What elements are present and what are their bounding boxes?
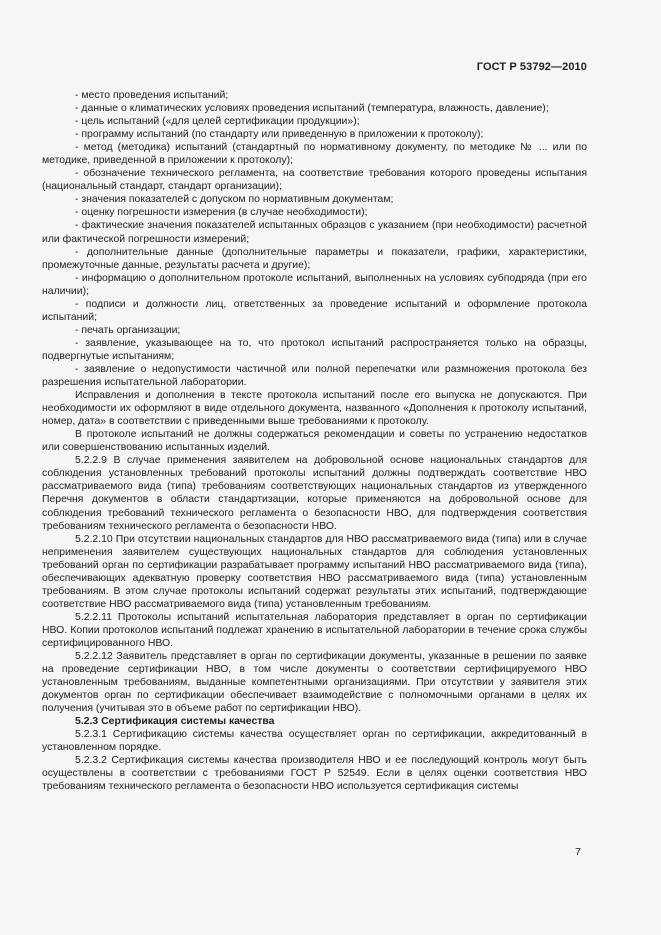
paragraph: 5.2.2.12 Заявитель представляет в орган по сертификации документы, указанные в решении по заявке на проведение сертификации НВО, в том числе документы о соответствии сертифицируемого НВО установленным требованиям, выданные компетентными организациями. При отсутствии у заявителя этих документов орган по сертификации обеспечивает взаимодействие с полномочными органами в целях их получения (учитывая это в объеме работ по сертификации НВО). bbox=[42, 651, 587, 715]
paragraph: - данные о климатических условиях проведения испытаний (температура, влажность, давление); bbox=[75, 103, 549, 115]
paragraph: - заявление, указывающее на то, что протокол испытаний распространяется только на образцы, подвергнутые испытаниям; bbox=[42, 337, 587, 362]
paragraph: 5.2.3.2 Сертификация системы качества производителя НВО и ее последующий контроль могут быть осуществлены в соответствии с требованиями ГОСТ Р 52549. Если в целях оценки соответствия НВО требованиям технического регламента о безопасности НВО используется сертификация системы bbox=[42, 755, 587, 793]
paragraph: - фактические значения показателей испытанных образцов с указанием (при необходимости) расчетной или фактической погрешности измерений; bbox=[42, 220, 587, 245]
paragraph: - оценку погрешности измерения (в случае необходимости); bbox=[75, 207, 368, 219]
paragraph: 5.2.2.10 При отсутствии национальных стандартов для НВО рассматриваемого вида (типа) или в случае неприменения заявителем существующих национальных стандартов для соблюдения установленных требований орган по сертификации разрабатывает программу испытаний НВО рассматриваемого вида (типа), обеспечивающих адекватную проверку соответствия НВО рассматриваемого вида (типа) установленным требованиям. В этом случае протоколы испытаний содержат результаты этих испытаний, подтверждающие соответствие НВО рассматриваемого вида (типа) установленным требованиям. bbox=[42, 533, 587, 610]
paragraph: - место проведения испытаний; bbox=[75, 90, 229, 101]
paragraph: 5.2.3.1 Сертификацию системы качества осуществляет орган по сертификации, аккредитованный в установленном порядке. bbox=[42, 729, 587, 754]
paragraph: Исправления и дополнения в тексте протокола испытаний после его выпуска не допускаются. При необходимости их оформляют в виде отдельного документа, названного «Дополнения к протоколу испытаний, номер, дата» в соответствии с приведенными выше требованиями к протоколу. bbox=[42, 390, 587, 428]
document-body bbox=[42, 89, 587, 794]
document-header: ГОСТ Р 53792—2010 bbox=[476, 61, 587, 73]
paragraph: 5.2.2.11 Протоколы испытаний испытательная лаборатория представляет в орган по сертификации НВО. Копии протоколов испытаний подлежат хранению в испытательной лаборатории в течение срока службы сертифицированного НВО. bbox=[42, 611, 587, 649]
section-heading: 5.2.3 Сертификация системы качества bbox=[75, 716, 275, 728]
paragraph: 5.2.2.9 В случае применения заявителем на добровольной основе национальных стандартов для соблюдения установленных требований протоколы испытаний должны подтверждать соответствие НВО рассматриваемого вида (типа) требованиям соответствующих национальных стандартов из утвержденного Перечня документов в области стандартизации, которые применяются на добровольной основе для соблюдения требований технического регламента о безопасности НВО, для подтверждения соответствия требованиям технического регламента о безопасности НВО. bbox=[42, 455, 587, 532]
paragraph: - подписи и должности лиц, ответственных за проведение испытаний и оформление протокола испытаний; bbox=[42, 298, 587, 323]
paragraph: - цель испытаний («для целей сертификации продукции»); bbox=[75, 116, 360, 128]
paragraph: - дополнительные данные (дополнительные параметры и показатели, графики, характеристики, промежуточные данные, результаты расчета и другие); bbox=[42, 246, 587, 271]
paragraph: - программу испытаний (по стандарту или приведенную в приложении к протоколу); bbox=[75, 129, 484, 141]
paragraph: - значения показателей с допуском по нормативным документам; bbox=[75, 194, 394, 206]
paragraph: В протоколе испытаний не должны содержаться рекомендации и советы по устранению недостатков или совершенствованию испытанных изделий. bbox=[42, 429, 587, 454]
paragraph: - информацию о дополнительном протоколе испытаний, выполненных на условиях субподряда (при его наличии); bbox=[42, 272, 587, 297]
paragraph: - печать организации; bbox=[75, 324, 181, 336]
paragraph: - заявление о недопустимости частичной или полной перепечатки или размножения протокола без разрешения испытательной лаборатории. bbox=[42, 363, 587, 389]
page-number: 7 bbox=[575, 846, 581, 858]
paragraph: - метод (методика) испытаний (стандартный по нормативному документу, по методике № ... или по методике, приведенной в приложении к протоколу); bbox=[42, 142, 587, 167]
paragraph: - обозначение технического регламента, на соответствие требования которого проведены испытания (национальный стандарт, стандарт организации); bbox=[42, 168, 587, 193]
